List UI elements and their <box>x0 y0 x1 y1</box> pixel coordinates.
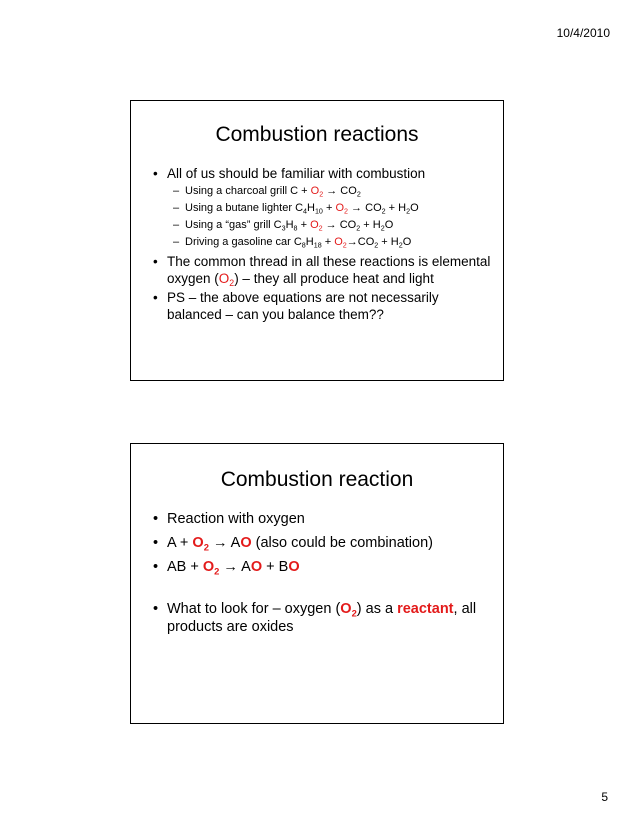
sub-bullet-gas-grill: – Using a “gas” grill $C_3H_8 + O_2 \to CO_2 + H_2O$ <box>173 217 495 234</box>
bullet-list <box>131 165 503 323</box>
bullet-item: • What to look for – oxygen $(O_2)$ as a reactant, all products are oxides <box>153 600 495 636</box>
arrow-icon: → A <box>219 559 251 575</box>
bullet-item: • The common thread in all these reactions is elemental oxygen $(O_2)$ – they all produce heat and light <box>153 253 495 287</box>
page-date: 10/4/2010 <box>556 26 610 40</box>
sub-bullet-charcoal-grill: – Using a charcoal grill $C + O_2 \to CO_2$ <box>173 183 495 200</box>
sub-bullet-butane-lighter: – Using a butane lighter $C_4H_{10} + O_2 \to CO_2 + H_2O$ <box>173 200 495 217</box>
slide-title: Combustion reactions <box>215 123 419 146</box>
slide-combustion-reaction <box>130 443 504 724</box>
arrow-icon: → <box>348 202 366 214</box>
bullet-item: • PS – the above equations are not necessarily balanced – can you balance them?? <box>153 289 495 323</box>
slide-combustion-reactions <box>130 100 504 381</box>
arrow-icon: → <box>322 219 340 231</box>
bullet-item: • AB + $O_2$ → AO + BO <box>153 558 495 576</box>
arrow-icon: → <box>346 236 358 248</box>
arrow-icon: → <box>326 185 338 197</box>
slide-title: Combustion reaction <box>220 468 414 491</box>
bullet-item <box>153 165 495 251</box>
bullet-item: • Reaction with oxygen <box>153 510 495 528</box>
bullet-item: • $A + O_2$ → AO (also could be combination) <box>153 534 495 552</box>
bullet-list <box>131 510 503 636</box>
bullet-text: All of us should be familiar with combustion <box>167 166 426 181</box>
page-number: 5 <box>601 790 608 804</box>
sub-bullet-list <box>167 183 495 251</box>
arrow-icon: → A <box>208 535 241 551</box>
sub-bullet-gasoline-car: – Driving a gasoline car $C_8H_{18} + O_2\to CO_2 + H_2O$ <box>173 234 495 251</box>
